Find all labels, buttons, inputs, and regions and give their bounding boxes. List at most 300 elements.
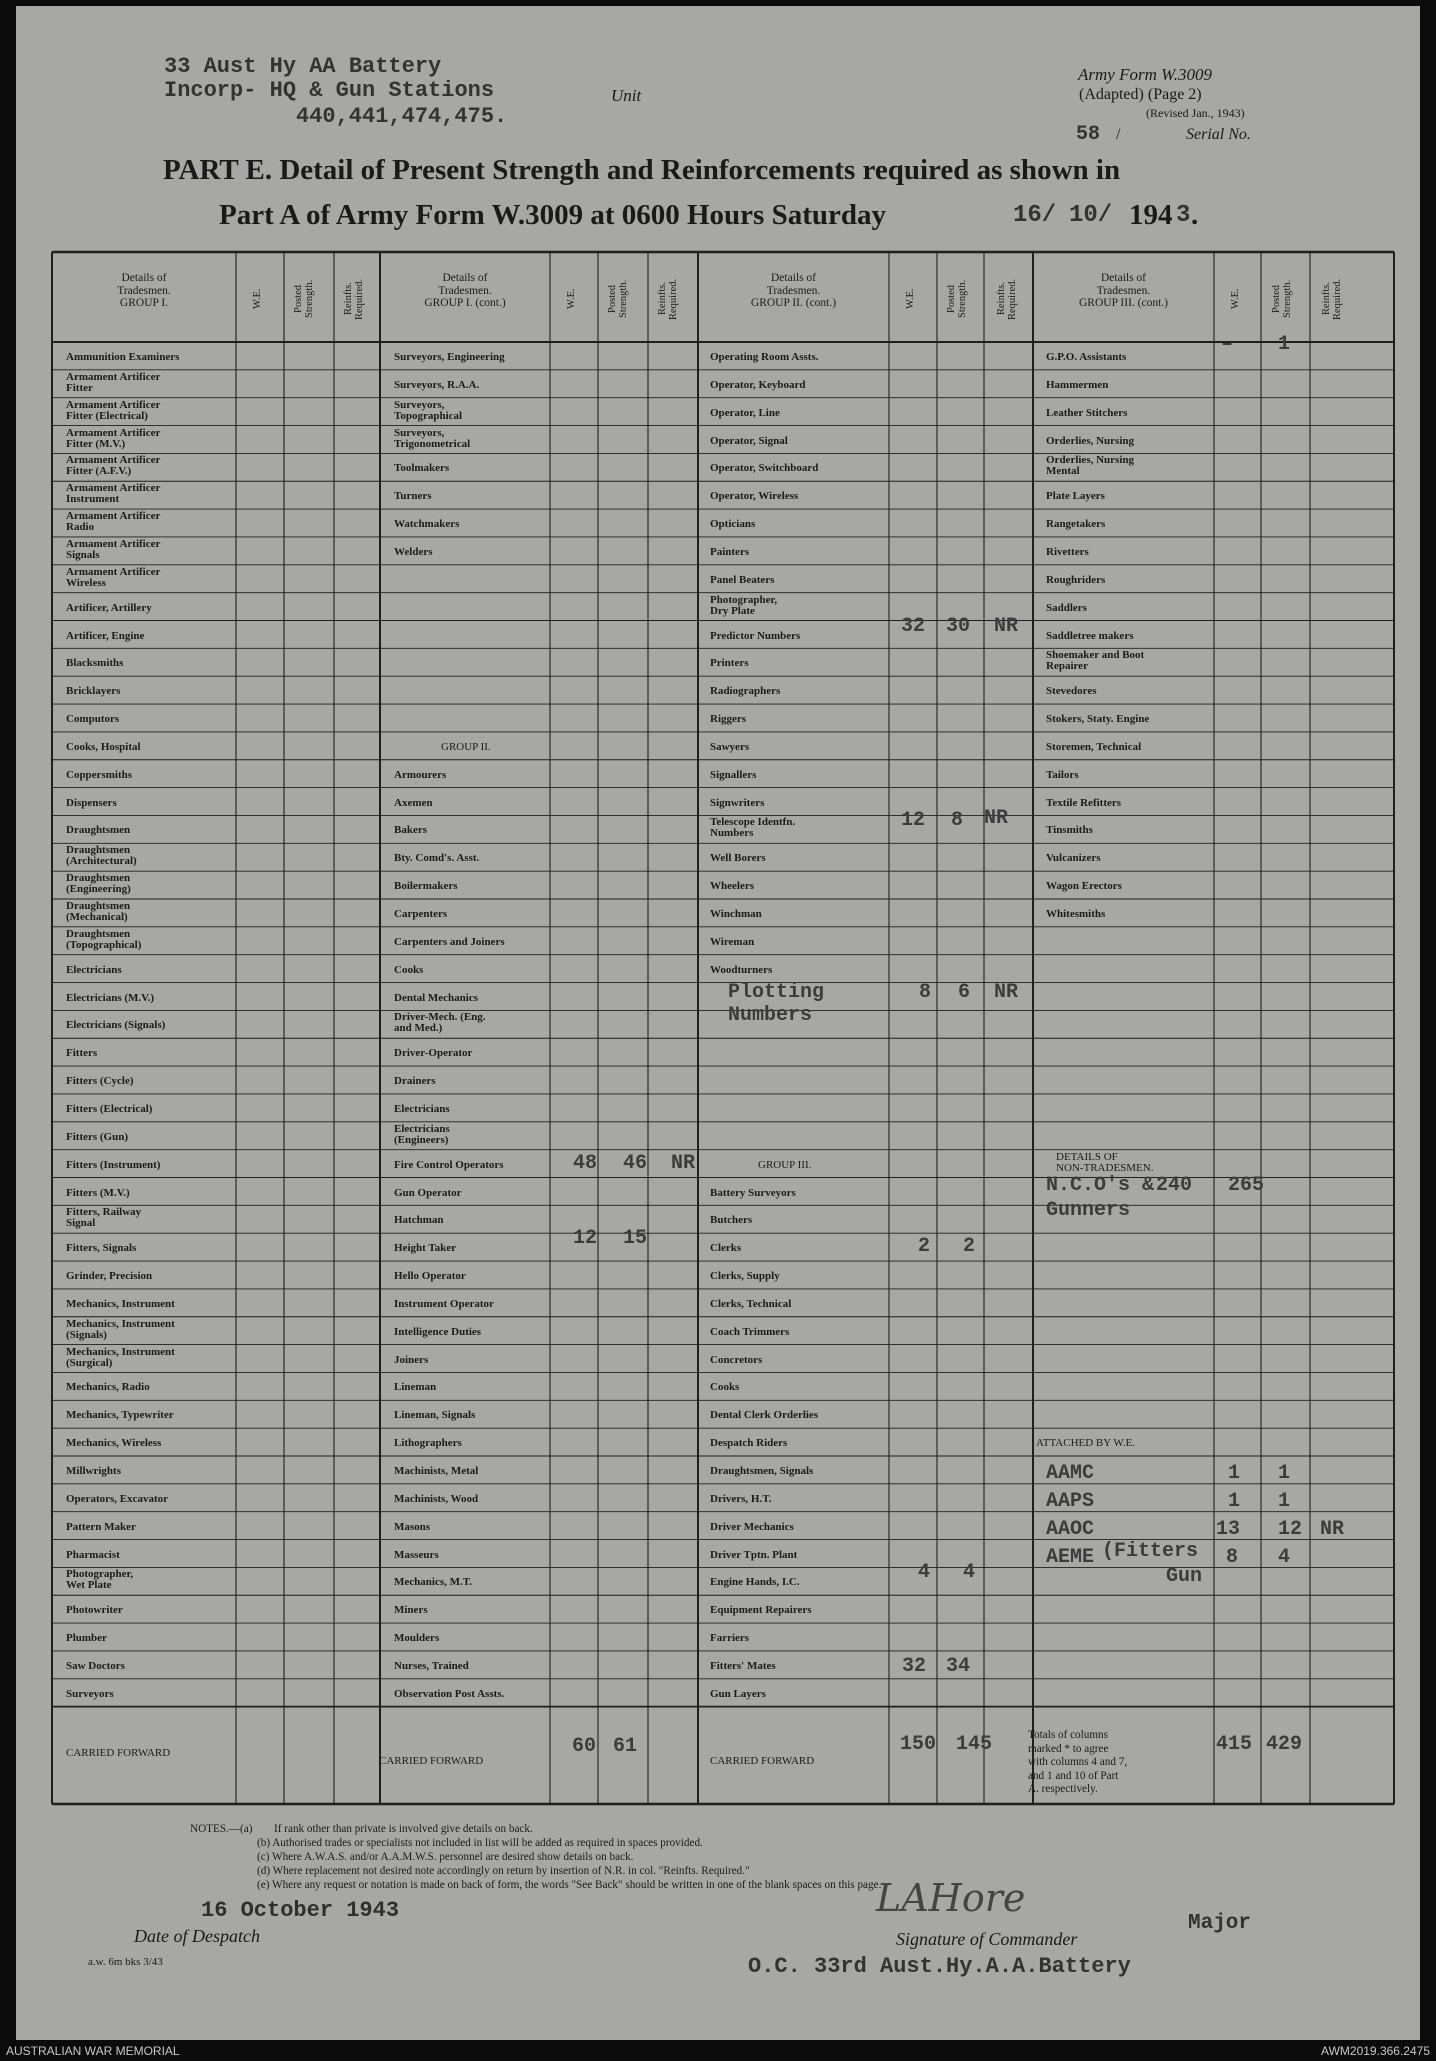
label-line: GROUP III. bbox=[758, 1158, 812, 1171]
label-line: Lineman, Signals bbox=[394, 1409, 476, 1422]
label-line: Clerks, Supply bbox=[710, 1270, 780, 1283]
entry-aeme-fitters: (Fitters bbox=[1102, 1539, 1199, 1563]
tradesman-label-c2 bbox=[394, 1522, 430, 1533]
entry-aaoc-we: 13 bbox=[1216, 1517, 1241, 1541]
army-form-line-2: (Adapted) (Page 2) bbox=[1079, 86, 1202, 103]
form-sheet bbox=[16, 6, 1420, 2040]
tradesman-label-c3 bbox=[710, 853, 766, 864]
label-line: Coppersmiths bbox=[66, 768, 133, 781]
header-text: Details of bbox=[442, 272, 488, 284]
tradesman-label-c3 bbox=[710, 965, 772, 976]
note-b: (b) Authorised trades or specialists not included in list will be added as required in spaces provided. bbox=[257, 1837, 703, 1849]
tradesman-label-c2 bbox=[394, 937, 505, 948]
label-line: Height Taker bbox=[394, 1242, 457, 1255]
entry-telescope-reinf: NR bbox=[984, 807, 1009, 831]
note-d: (d) Where replacement not desired note accordingly on return by insertion of N.R. in col. "Reinfts. Required." bbox=[257, 1865, 750, 1877]
label-line: Signal bbox=[66, 1217, 96, 1230]
entry-aaoc-posted: 12 bbox=[1278, 1517, 1303, 1541]
tradesman-label-c4 bbox=[1046, 853, 1101, 864]
label-line: Concretors bbox=[710, 1353, 763, 1366]
label-line: Mechanics, Instrument bbox=[66, 1345, 175, 1358]
label-line: Fitters (Instrument) bbox=[66, 1158, 161, 1171]
header-text: Strength. bbox=[304, 279, 315, 319]
tradesman-label-c3 bbox=[710, 1243, 741, 1254]
label-line: Numbers bbox=[710, 827, 754, 840]
header-text: Reinfts. bbox=[1321, 282, 1332, 316]
entry-telescope-we: 12 bbox=[901, 809, 926, 833]
tradesman-label-c4 bbox=[1046, 881, 1122, 892]
tradesman-label-c3 bbox=[710, 491, 798, 502]
tradesman-label-c3 bbox=[710, 1577, 800, 1588]
tradesman-label-c1 bbox=[66, 1160, 160, 1171]
entry-nco-we: 240 bbox=[1156, 1173, 1193, 1197]
label-line: Dental Mechanics bbox=[394, 991, 479, 1004]
label-line: Fitters (Electrical) bbox=[66, 1102, 153, 1115]
title-date-year: 194 bbox=[1129, 199, 1173, 231]
tradesman-label-c1 bbox=[66, 1271, 152, 1282]
header-text: Required. bbox=[1007, 278, 1018, 320]
label-line: Equipment Repairers bbox=[710, 1604, 812, 1617]
entry-gpo-posted: 1 bbox=[1278, 333, 1291, 356]
entry-aeme-we: 8 bbox=[1226, 1545, 1239, 1569]
serial-label: Serial No. bbox=[1186, 126, 1251, 143]
tradesman-label-c1 bbox=[66, 1347, 175, 1369]
tradesman-label-c1 bbox=[66, 1605, 123, 1616]
label-line: Wireless bbox=[66, 576, 106, 589]
header-col2 bbox=[380, 272, 550, 310]
label-line: Electricians bbox=[394, 1102, 450, 1115]
entry-clerks-posted: 2 bbox=[963, 1235, 976, 1259]
header-text: W.E. bbox=[1230, 288, 1241, 310]
header-reinfts-required bbox=[996, 268, 1018, 330]
label-line: Grinder, Precision bbox=[66, 1270, 153, 1283]
label-line: Plate Layers bbox=[1046, 490, 1105, 503]
header-text: Details of bbox=[1100, 272, 1147, 284]
label-line: Hatchman bbox=[394, 1214, 444, 1227]
tradesman-label-c2 bbox=[394, 1689, 504, 1700]
label-line: Millwrights bbox=[66, 1465, 121, 1477]
tradesman-label-c2 bbox=[394, 798, 433, 809]
label-line: Dental Clerk Orderlies bbox=[710, 1409, 819, 1422]
tradesman-label-c1 bbox=[66, 1569, 133, 1591]
tradesman-label-c2 bbox=[394, 965, 423, 976]
header-text: GROUP I. bbox=[119, 297, 169, 309]
tradesman-label-c2 bbox=[394, 1271, 466, 1282]
label-line: Fitter bbox=[66, 381, 93, 394]
entry-fire-posted: 46 bbox=[623, 1151, 648, 1175]
carried-forward-label-1: CARRIED FORWARD bbox=[66, 1747, 171, 1759]
label-line: Butchers bbox=[710, 1214, 753, 1227]
rank: Major bbox=[1188, 1912, 1252, 1935]
tradesman-label-c4 bbox=[1046, 909, 1105, 920]
tradesman-label-c3 bbox=[710, 1410, 818, 1421]
header-text: Reinfts. bbox=[996, 282, 1007, 316]
label-line: Electricians (Signals) bbox=[66, 1019, 166, 1032]
label-line: Surveyors, bbox=[394, 398, 445, 411]
label-line: Surveyors, R.A.A. bbox=[394, 378, 480, 391]
label-line: (Engineers) bbox=[394, 1133, 449, 1146]
tradesman-label-c1 bbox=[66, 658, 123, 669]
tradesman-label-c4 bbox=[1046, 714, 1149, 725]
label-line: Telescope Identfn. bbox=[710, 816, 796, 829]
entry-cf3-we: 150 bbox=[900, 1732, 937, 1756]
label-line: Armament Artificer bbox=[66, 426, 161, 439]
entry-aaps-posted: 1 bbox=[1278, 1489, 1291, 1513]
label-line: Radio bbox=[66, 521, 95, 534]
label-line: Tinsmiths bbox=[1046, 824, 1093, 837]
title-date-dot: . bbox=[1191, 199, 1199, 231]
tradesman-label-c3 bbox=[710, 1271, 780, 1282]
tradesman-label-c2 bbox=[394, 1494, 478, 1505]
tradesman-label-c2 bbox=[394, 519, 459, 530]
title-date-day: 16/ bbox=[1013, 202, 1057, 229]
entry-plotting-reinf: NR bbox=[994, 980, 1019, 1004]
label-line: Armament Artificer bbox=[66, 565, 161, 578]
tradesman-label-c1 bbox=[66, 845, 137, 867]
label-line: Mental bbox=[1046, 465, 1080, 478]
header-posted-strength bbox=[946, 268, 968, 330]
label-line: Radiographers bbox=[710, 685, 781, 698]
title-line-1: PART E. Detail of Present Strength and Reinforcements required as shown in bbox=[163, 154, 1121, 186]
label-line: Whitesmiths bbox=[1046, 908, 1106, 920]
label-line: NON-TRADESMEN. bbox=[1056, 1161, 1154, 1174]
label-line: Observation Post Assts. bbox=[394, 1687, 505, 1700]
label-line: (Architectural) bbox=[66, 855, 137, 868]
tradesman-label-c1 bbox=[66, 1319, 175, 1341]
label-line: (Engineering) bbox=[66, 883, 131, 896]
header-text: Posted bbox=[946, 285, 957, 314]
entry-nco-posted: 265 bbox=[1228, 1173, 1265, 1197]
label-line: Boilermakers bbox=[394, 880, 458, 893]
tradesman-label-c2 bbox=[394, 380, 479, 391]
label-line: Machinists, Metal bbox=[394, 1465, 479, 1477]
tradesman-label-c1 bbox=[66, 539, 160, 561]
tradesman-label-c2 bbox=[394, 1577, 472, 1588]
tradesman-label-c1 bbox=[66, 901, 130, 923]
entry-fire-reinf: NR bbox=[671, 1151, 696, 1175]
header-text: Required. bbox=[668, 278, 679, 320]
tradesman-label-c4 bbox=[1046, 408, 1127, 419]
label-line: Mechanics, M.T. bbox=[394, 1576, 473, 1589]
tradesman-label-c4 bbox=[1046, 603, 1087, 614]
label-line: Dispensers bbox=[66, 796, 117, 809]
header-text: Posted bbox=[1271, 285, 1282, 314]
entry-cf2-posted: 61 bbox=[613, 1734, 638, 1758]
tradesman-label-c2 bbox=[394, 1633, 439, 1644]
label-line: Gun Layers bbox=[710, 1687, 766, 1700]
entry-height-we: 12 bbox=[573, 1227, 598, 1251]
tradesman-label-c1 bbox=[66, 714, 119, 725]
totals-note-line: marked * to agree bbox=[1028, 1742, 1109, 1755]
entry-predictor-we: 32 bbox=[901, 614, 926, 638]
tradesman-label-c4 bbox=[1046, 380, 1108, 391]
label-line: Masseurs bbox=[394, 1548, 439, 1561]
header-col4 bbox=[1033, 272, 1214, 310]
label-line: Instrument bbox=[66, 493, 120, 506]
army-form-line-1: Army Form W.3009 bbox=[1078, 65, 1212, 84]
tradesman-label-c2 bbox=[394, 491, 432, 502]
header-we bbox=[566, 268, 577, 330]
note-a: If rank other than private is involved give details on back. bbox=[274, 1823, 533, 1835]
label-line: GROUP II. bbox=[441, 740, 491, 753]
tradesman-label-c2 bbox=[394, 1076, 436, 1087]
label-line: Mechanics, Instrument bbox=[66, 1317, 175, 1330]
tradesman-label-c2 bbox=[394, 547, 433, 558]
tradesman-label-c3 bbox=[710, 686, 780, 697]
tradesman-label-c2 bbox=[394, 1160, 504, 1171]
header-we bbox=[905, 268, 916, 330]
label-line: Cooks bbox=[394, 963, 424, 976]
carried-forward-label-2: CARRIED FORWARD bbox=[379, 1755, 484, 1767]
label-line: Signwriters bbox=[710, 796, 765, 809]
label-line: Trigonometrical bbox=[394, 437, 471, 450]
tradesman-label-c4 bbox=[1046, 631, 1133, 642]
label-line: Carpenters bbox=[394, 908, 448, 920]
label-line: Bty. Comd's. Asst. bbox=[394, 852, 480, 865]
tradesman-label-c1 bbox=[66, 873, 131, 895]
tradesman-label-c1 bbox=[66, 1494, 168, 1505]
label-line: Masons bbox=[394, 1520, 431, 1533]
label-line: Operating Room Assts. bbox=[710, 351, 819, 363]
tradesman-label-c2 bbox=[394, 1466, 478, 1477]
tradesman-label-c3 bbox=[710, 1382, 739, 1393]
label-line: Wireman bbox=[710, 935, 755, 948]
label-line: Armament Artificer bbox=[66, 370, 161, 383]
header-text: Tradesmen. bbox=[117, 284, 171, 297]
header-posted-strength bbox=[293, 268, 315, 330]
label-line: and Med.) bbox=[394, 1022, 443, 1035]
tradesman-label-c2 bbox=[394, 770, 446, 781]
tradesman-label-c3 bbox=[710, 1494, 772, 1505]
label-line: Vulcanizers bbox=[1046, 852, 1101, 865]
label-line: Engine Hands, I.C. bbox=[710, 1576, 800, 1589]
entry-engine-posted: 4 bbox=[963, 1561, 976, 1585]
label-line: Cooks, Hospital bbox=[66, 740, 141, 753]
tradesman-label-c1 bbox=[66, 1020, 165, 1031]
entry-aeme-gun: Gun bbox=[1166, 1565, 1203, 1589]
signature-label: Signature of Commander bbox=[896, 1929, 1078, 1949]
tradesman-label-c1 bbox=[66, 1633, 107, 1644]
entry-aeme-posted: 4 bbox=[1278, 1545, 1291, 1569]
label-line: Textile Refitters bbox=[1046, 796, 1122, 809]
header-text: Strength. bbox=[1282, 279, 1293, 319]
tradesman-label-c3 bbox=[710, 1689, 766, 1700]
entry-gpo-we: – bbox=[1221, 333, 1234, 356]
tradesman-label-c2 bbox=[394, 825, 427, 836]
tradesman-label-c1 bbox=[66, 1661, 125, 1672]
entry-cf4-posted: 429 bbox=[1266, 1732, 1303, 1756]
label-line: Drivers, H.T. bbox=[710, 1492, 772, 1505]
label-line: Fitters, Signals bbox=[66, 1242, 137, 1255]
label-line: Armament Artificer bbox=[66, 510, 161, 523]
label-line: Wheelers bbox=[710, 880, 754, 893]
army-form-line-3: (Revised Jan., 1943) bbox=[1146, 106, 1245, 120]
label-line: Despatch Riders bbox=[710, 1437, 788, 1450]
label-line: Driver-Operator bbox=[394, 1047, 473, 1060]
tradesman-label-c4 bbox=[1056, 1152, 1153, 1174]
header-text: Tradesmen. bbox=[766, 284, 821, 297]
label-line: Fitters bbox=[66, 1047, 98, 1060]
tradesman-label-c4 bbox=[1046, 519, 1105, 530]
tradesman-label-c2 bbox=[394, 428, 470, 450]
header-text: Posted bbox=[607, 285, 618, 314]
label-line: Drainers bbox=[394, 1075, 436, 1088]
header-text: GROUP III. (cont.) bbox=[1078, 297, 1168, 309]
title-date-month: 10/ bbox=[1069, 202, 1113, 229]
tradesman-label-c1 bbox=[66, 929, 141, 951]
label-line: Storemen, Technical bbox=[1046, 740, 1142, 753]
entry-aaoc-reinf: NR bbox=[1320, 1517, 1345, 1541]
unit-line-1: 33 Aust Hy AA Battery bbox=[164, 54, 442, 79]
label-line: Operator, Wireless bbox=[710, 490, 799, 503]
tradesman-label-c4 bbox=[1046, 742, 1141, 753]
header-text: W.E. bbox=[252, 288, 263, 310]
tradesman-label-c1 bbox=[66, 1410, 174, 1421]
tradesman-label-c1 bbox=[66, 1522, 136, 1533]
entry-aamc-posted: 1 bbox=[1278, 1462, 1291, 1485]
label-line: Machinists, Wood bbox=[394, 1492, 479, 1505]
header-text: Posted bbox=[293, 285, 304, 314]
label-line: Fitter (A.F.V.) bbox=[66, 465, 132, 478]
tradesman-label-c1 bbox=[66, 400, 160, 422]
header-reinfts-required bbox=[1321, 268, 1343, 330]
tradesman-label-c3 bbox=[710, 742, 749, 753]
tradesman-label-c2 bbox=[394, 909, 447, 920]
entry-telescope-posted: 8 bbox=[951, 809, 964, 833]
tradesman-label-c3 bbox=[710, 658, 748, 669]
tradesman-label-c2 bbox=[394, 1605, 428, 1616]
tradesman-label-c3 bbox=[710, 408, 780, 419]
label-line: Operator, Switchboard bbox=[710, 462, 819, 475]
header-posted-strength bbox=[607, 268, 629, 330]
tradesman-label-c3 bbox=[710, 352, 818, 363]
tradesman-label-c1 bbox=[66, 993, 154, 1004]
label-line: Draughtsmen bbox=[66, 844, 131, 857]
label-line: Armament Artificer bbox=[66, 454, 161, 467]
label-line: Surveyors bbox=[66, 1687, 114, 1700]
label-line: Printers bbox=[710, 657, 749, 670]
tradesman-label-c1 bbox=[66, 631, 144, 642]
label-line: Bricklayers bbox=[66, 685, 121, 698]
label-line: Fitters, Railway bbox=[66, 1206, 142, 1219]
label-line: Joiners bbox=[394, 1353, 429, 1366]
label-line: (Signals) bbox=[66, 1328, 107, 1341]
tradesman-label-c2 bbox=[394, 1048, 472, 1059]
label-line: Axemen bbox=[394, 796, 433, 809]
label-line: Fitters' Mates bbox=[710, 1659, 776, 1672]
label-line: Sawyers bbox=[710, 740, 750, 753]
label-line: Photographer, bbox=[66, 1568, 134, 1581]
label-line: Pharmacist bbox=[66, 1548, 120, 1561]
label-line: Operators, Excavator bbox=[66, 1492, 169, 1505]
header-posted-strength bbox=[1271, 268, 1293, 330]
header-text: Strength. bbox=[957, 279, 968, 319]
header-text: Strength. bbox=[618, 279, 629, 319]
header-we bbox=[252, 268, 263, 330]
tradesman-label-c3 bbox=[710, 575, 774, 586]
title-line-2-prefix: Part A of Army Form W.3009 at 0600 Hours Saturday bbox=[219, 199, 886, 231]
label-line: Predictor Numbers bbox=[710, 629, 801, 642]
tradesman-label-c3 bbox=[710, 1438, 787, 1449]
tradesman-label-c2 bbox=[394, 1355, 428, 1366]
label-line: Draughtsmen bbox=[66, 900, 131, 912]
label-line: Wagon Erectors bbox=[1046, 880, 1122, 893]
label-line: Mechanics, Wireless bbox=[66, 1437, 162, 1450]
label-line: Battery Surveyors bbox=[710, 1186, 796, 1199]
label-line: Fitter (M.V.) bbox=[66, 437, 126, 450]
tradesman-label-c2 bbox=[394, 1012, 486, 1034]
label-line: Shoemaker and Boot bbox=[1046, 649, 1145, 662]
tradesman-label-c3 bbox=[710, 631, 800, 642]
header-text: GROUP II. (cont.) bbox=[750, 297, 837, 309]
tradesman-label-c2 bbox=[394, 1124, 450, 1146]
entry-plotting-we: 8 bbox=[919, 980, 932, 1004]
tradesman-label-c2 bbox=[394, 1327, 481, 1338]
tradesman-label-c1 bbox=[66, 455, 160, 477]
label-line: Armament Artificer bbox=[66, 537, 161, 550]
tradesman-label-c3 bbox=[710, 595, 777, 617]
tradesman-label-c3 bbox=[710, 909, 762, 920]
tradesman-label-c3 bbox=[710, 1605, 812, 1616]
label-line: Electricians bbox=[66, 963, 122, 976]
tradesman-label-c3 bbox=[710, 1188, 796, 1199]
label-line: Clerks, Technical bbox=[710, 1297, 792, 1310]
entry-cf2-we: 60 bbox=[572, 1734, 597, 1758]
entry-predictor-reinf: NR bbox=[994, 614, 1019, 638]
label-line: Blacksmiths bbox=[66, 657, 124, 670]
tradesman-label-c1 bbox=[66, 1104, 152, 1115]
label-line: Tailors bbox=[1046, 768, 1079, 781]
label-line: Mechanics, Typewriter bbox=[66, 1409, 174, 1422]
label-line: Dry Plate bbox=[710, 604, 755, 617]
label-line: Saddlers bbox=[1046, 601, 1087, 614]
label-line: Watchmakers bbox=[394, 518, 460, 531]
tradesman-label-c1 bbox=[66, 1243, 136, 1254]
entry-cf4-we: 415 bbox=[1216, 1732, 1253, 1756]
tradesman-label-c4 bbox=[1046, 770, 1079, 781]
label-line: Hammermen bbox=[1046, 378, 1109, 391]
label-line: Gun Operator bbox=[394, 1186, 462, 1199]
footer-left: AUSTRALIAN WAR MEMORIAL bbox=[6, 2044, 180, 2058]
header-text: Reinfts. bbox=[657, 282, 668, 316]
tradesman-label-c3 bbox=[710, 519, 755, 530]
totals-note-line: with columns 4 and 7, bbox=[1028, 1756, 1128, 1768]
tradesman-label-c1 bbox=[66, 1207, 141, 1229]
tradesman-label-c4 bbox=[1046, 798, 1121, 809]
header-reinfts-required bbox=[657, 268, 679, 330]
tradesman-label-c3 bbox=[710, 1522, 794, 1533]
tradesman-label-c2 bbox=[394, 1382, 436, 1393]
tradesman-label-c3 bbox=[710, 1550, 797, 1561]
tradesman-label-c4 bbox=[1046, 825, 1093, 836]
label-line: Lineman bbox=[394, 1381, 437, 1394]
tradesman-label-c3 bbox=[710, 463, 818, 474]
tradesman-label-c1 bbox=[66, 770, 132, 781]
despatch-date-value: 16 October 1943 bbox=[201, 1898, 400, 1923]
entry-plotting-1: Plotting bbox=[728, 980, 825, 1004]
tradesman-label-c2 bbox=[394, 1410, 475, 1421]
label-line: Topographical bbox=[394, 409, 463, 422]
label-line: Clerks bbox=[710, 1242, 742, 1255]
tradesman-label-c2 bbox=[394, 1188, 462, 1199]
label-line: Artificer, Engine bbox=[66, 629, 145, 642]
footer-right: AWM2019.366.2475 bbox=[1321, 2044, 1430, 2058]
entry-aaps: AAPS bbox=[1046, 1489, 1095, 1513]
note-c: (c) Where A.W.A.S. and/or A.A.M.W.S. personnel are desired show details on back. bbox=[257, 1851, 634, 1863]
despatch-date-label: Date of Despatch bbox=[134, 1926, 260, 1946]
label-line: ATTACHED BY W.E. bbox=[1036, 1437, 1135, 1450]
tradesman-label-c2 bbox=[394, 881, 458, 892]
